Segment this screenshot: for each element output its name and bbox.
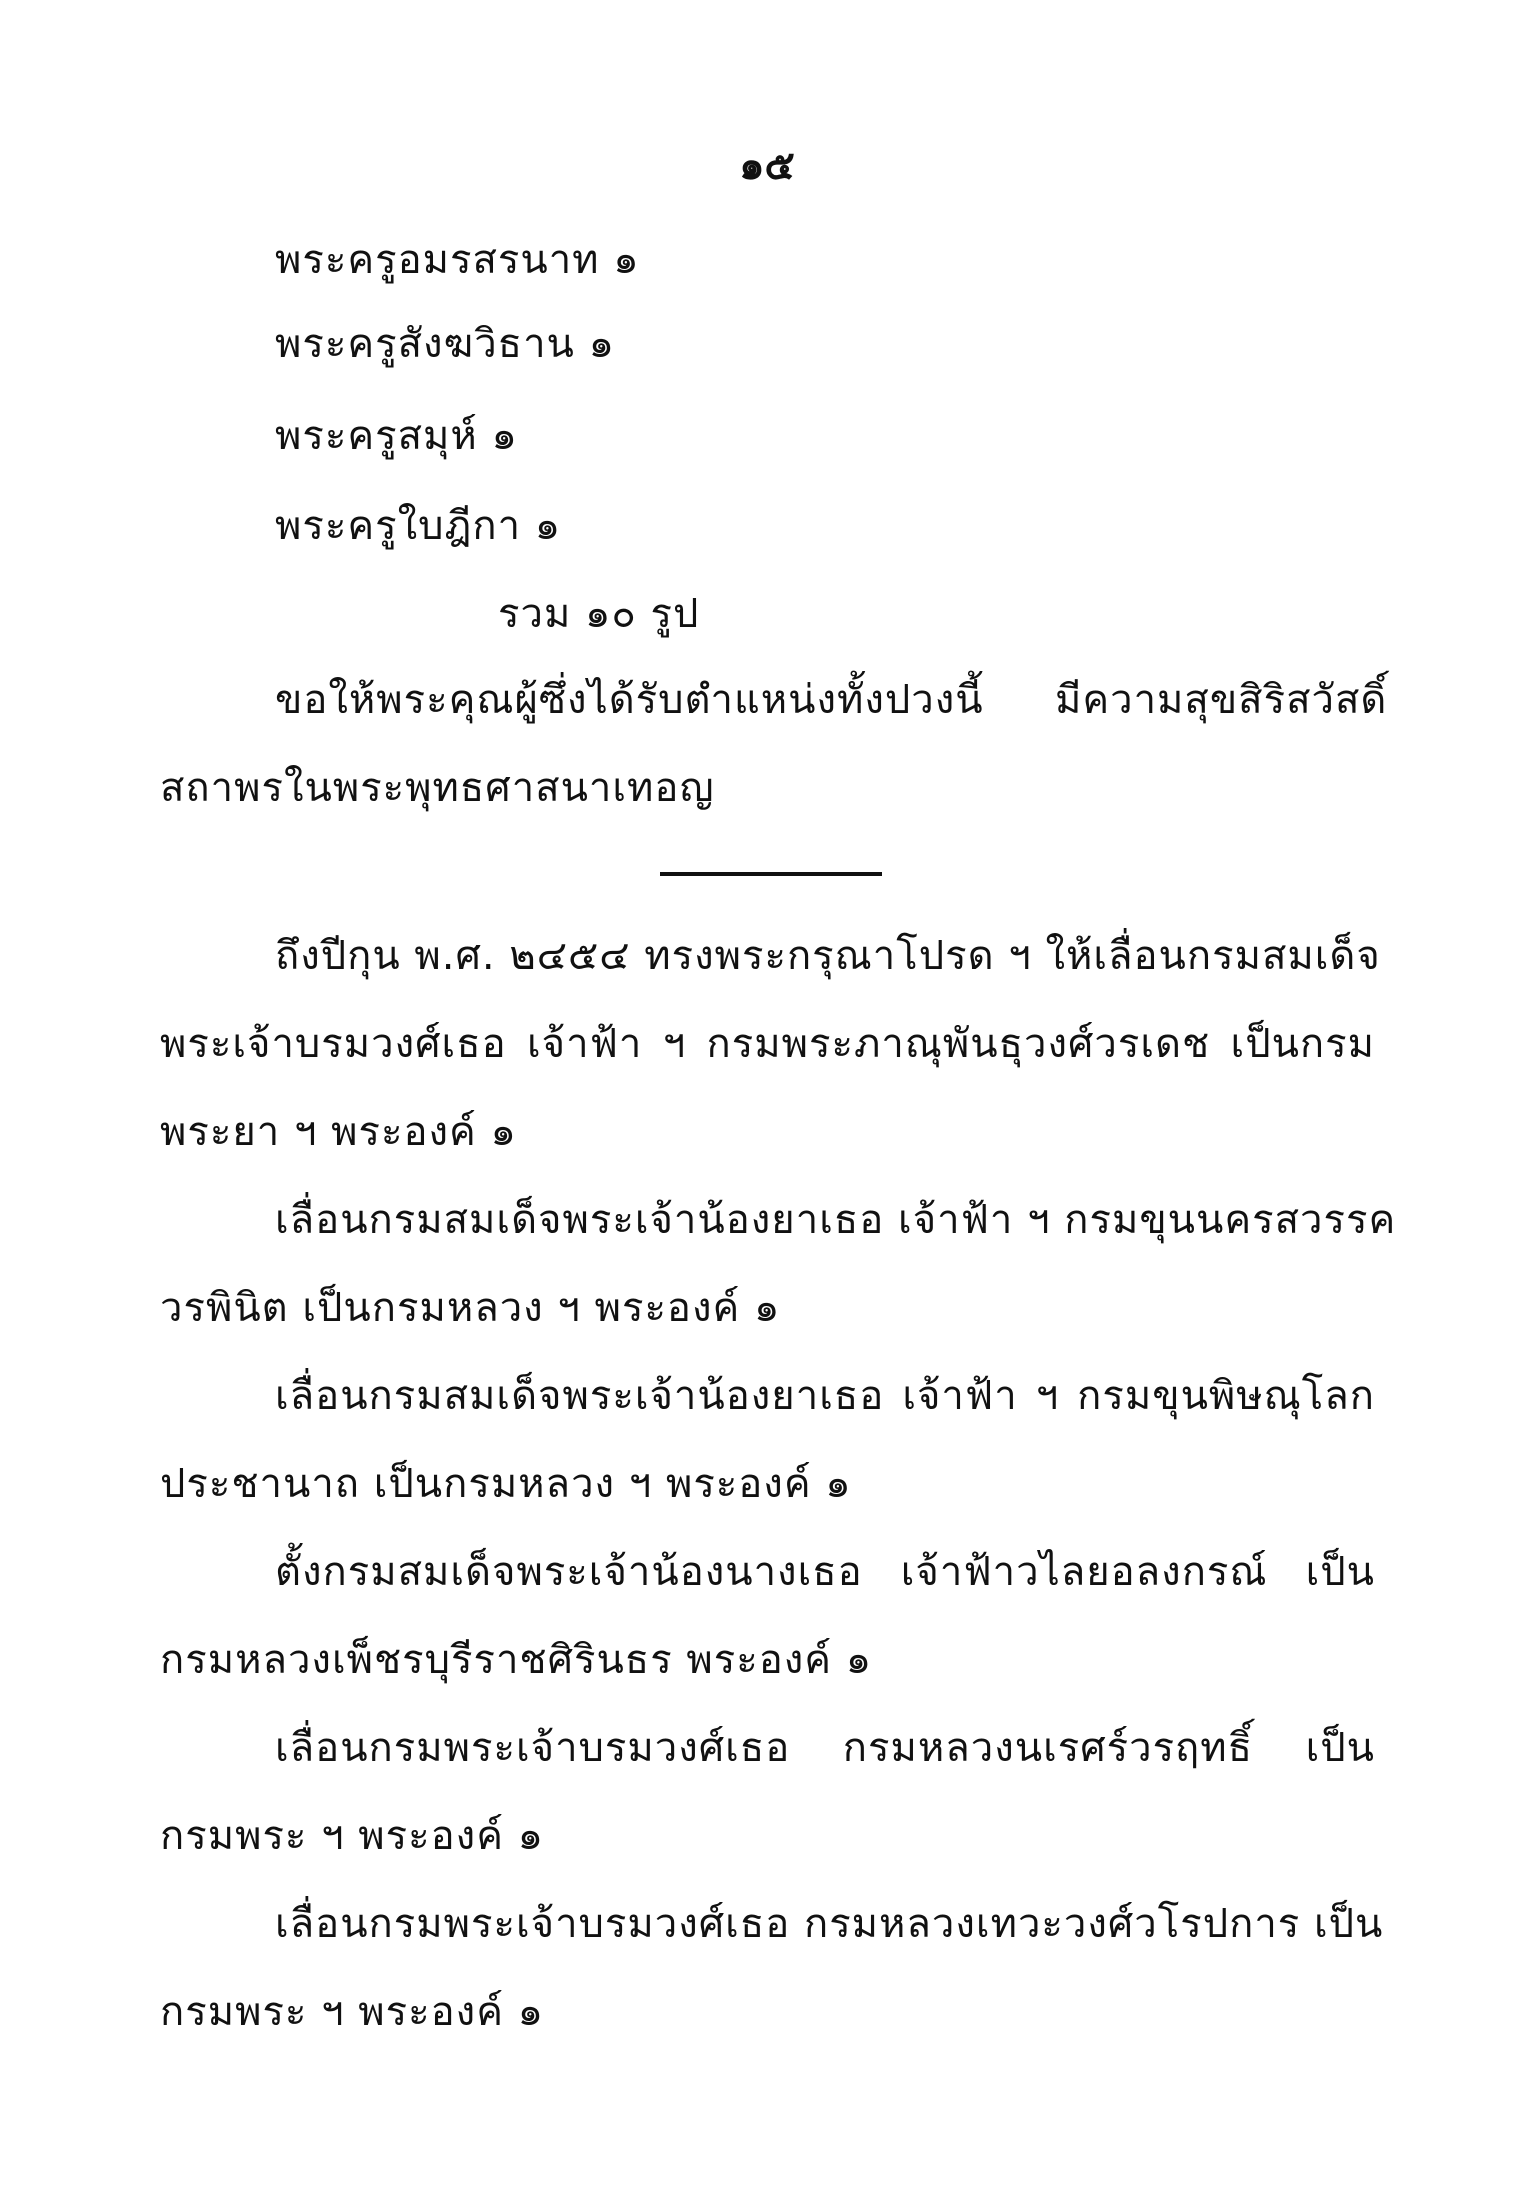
page-number: ๑๕ xyxy=(739,143,795,189)
section-divider xyxy=(660,872,882,876)
blessing-line-2: สถาพรในพระพุทธศาสนาเทอญ xyxy=(160,765,715,811)
paragraph-3-line-2: ประชานาถ เป็นกรมหลวง ฯ พระองค์ ๑ xyxy=(160,1461,852,1507)
paragraph-6-line-2: กรมพระ ฯ พระองค์ ๑ xyxy=(160,1989,545,2035)
total-count: รวม ๑๐ รูป xyxy=(498,591,700,637)
paragraph-5-line-2: กรมพระ ฯ พระองค์ ๑ xyxy=(160,1813,545,1859)
paragraph-3-line-1: เลื่อนกรมสมเด็จพระเจ้าน้องยาเธอ เจ้าฟ้า ฯ กรมขุนพิษณุโลก xyxy=(275,1373,1375,1419)
paragraph-1-line-1: ถึงปีกุน พ.ศ. ๒๔๕๔ ทรงพระกรุณาโปรด ฯ ให้เลื่อนกรมสมเด็จ xyxy=(275,933,1381,979)
paragraph-1-line-3: พระยา ฯ พระองค์ ๑ xyxy=(160,1109,517,1155)
clergy-list-item: พระครูสังฆวิธาน ๑ xyxy=(275,321,615,367)
paragraph-2-line-2: วรพินิต เป็นกรมหลวง ฯ พระองค์ ๑ xyxy=(160,1285,781,1331)
paragraph-6-line-1: เลื่อนกรมพระเจ้าบรมวงศ์เธอ กรมหลวงเทวะวงศ์วโรปการ เป็น xyxy=(275,1901,1384,1947)
paragraph-5-line-1: เลื่อนกรมพระเจ้าบรมวงศ์เธอ กรมหลวงนเรศร์วรฤทธิ์ เป็น xyxy=(275,1725,1375,1771)
paragraph-2-line-1: เลื่อนกรมสมเด็จพระเจ้าน้องยาเธอ เจ้าฟ้า ฯ กรมขุนนครสวรรค xyxy=(275,1197,1397,1243)
blessing-line-1-part-1: ขอให้พระคุณผู้ซึ่งได้รับตำแหน่งทั้งปวงนี้ xyxy=(275,677,984,723)
blessing-line-1-part-2: มีความสุขสิริสวัสดิ์ xyxy=(1055,677,1388,723)
paragraph-1-line-2: พระเจ้าบรมวงศ์เธอ เจ้าฟ้า ฯ กรมพระภาณุพันธุวงศ์วรเดช เป็นกรม xyxy=(160,1021,1375,1067)
clergy-list-item: พระครูอมรสรนาท ๑ xyxy=(275,237,640,283)
clergy-list-item: พระครูใบฎีกา ๑ xyxy=(275,503,562,549)
paragraph-4-line-2: กรมหลวงเพ็ชรบุรีราชศิรินธร พระองค์ ๑ xyxy=(160,1637,873,1683)
paragraph-4-line-1: ตั้งกรมสมเด็จพระเจ้าน้องนางเธอ เจ้าฟ้าวไลยอลงกรณ์ เป็น xyxy=(275,1549,1375,1595)
clergy-list-item: พระครูสมุห์ ๑ xyxy=(275,413,518,459)
